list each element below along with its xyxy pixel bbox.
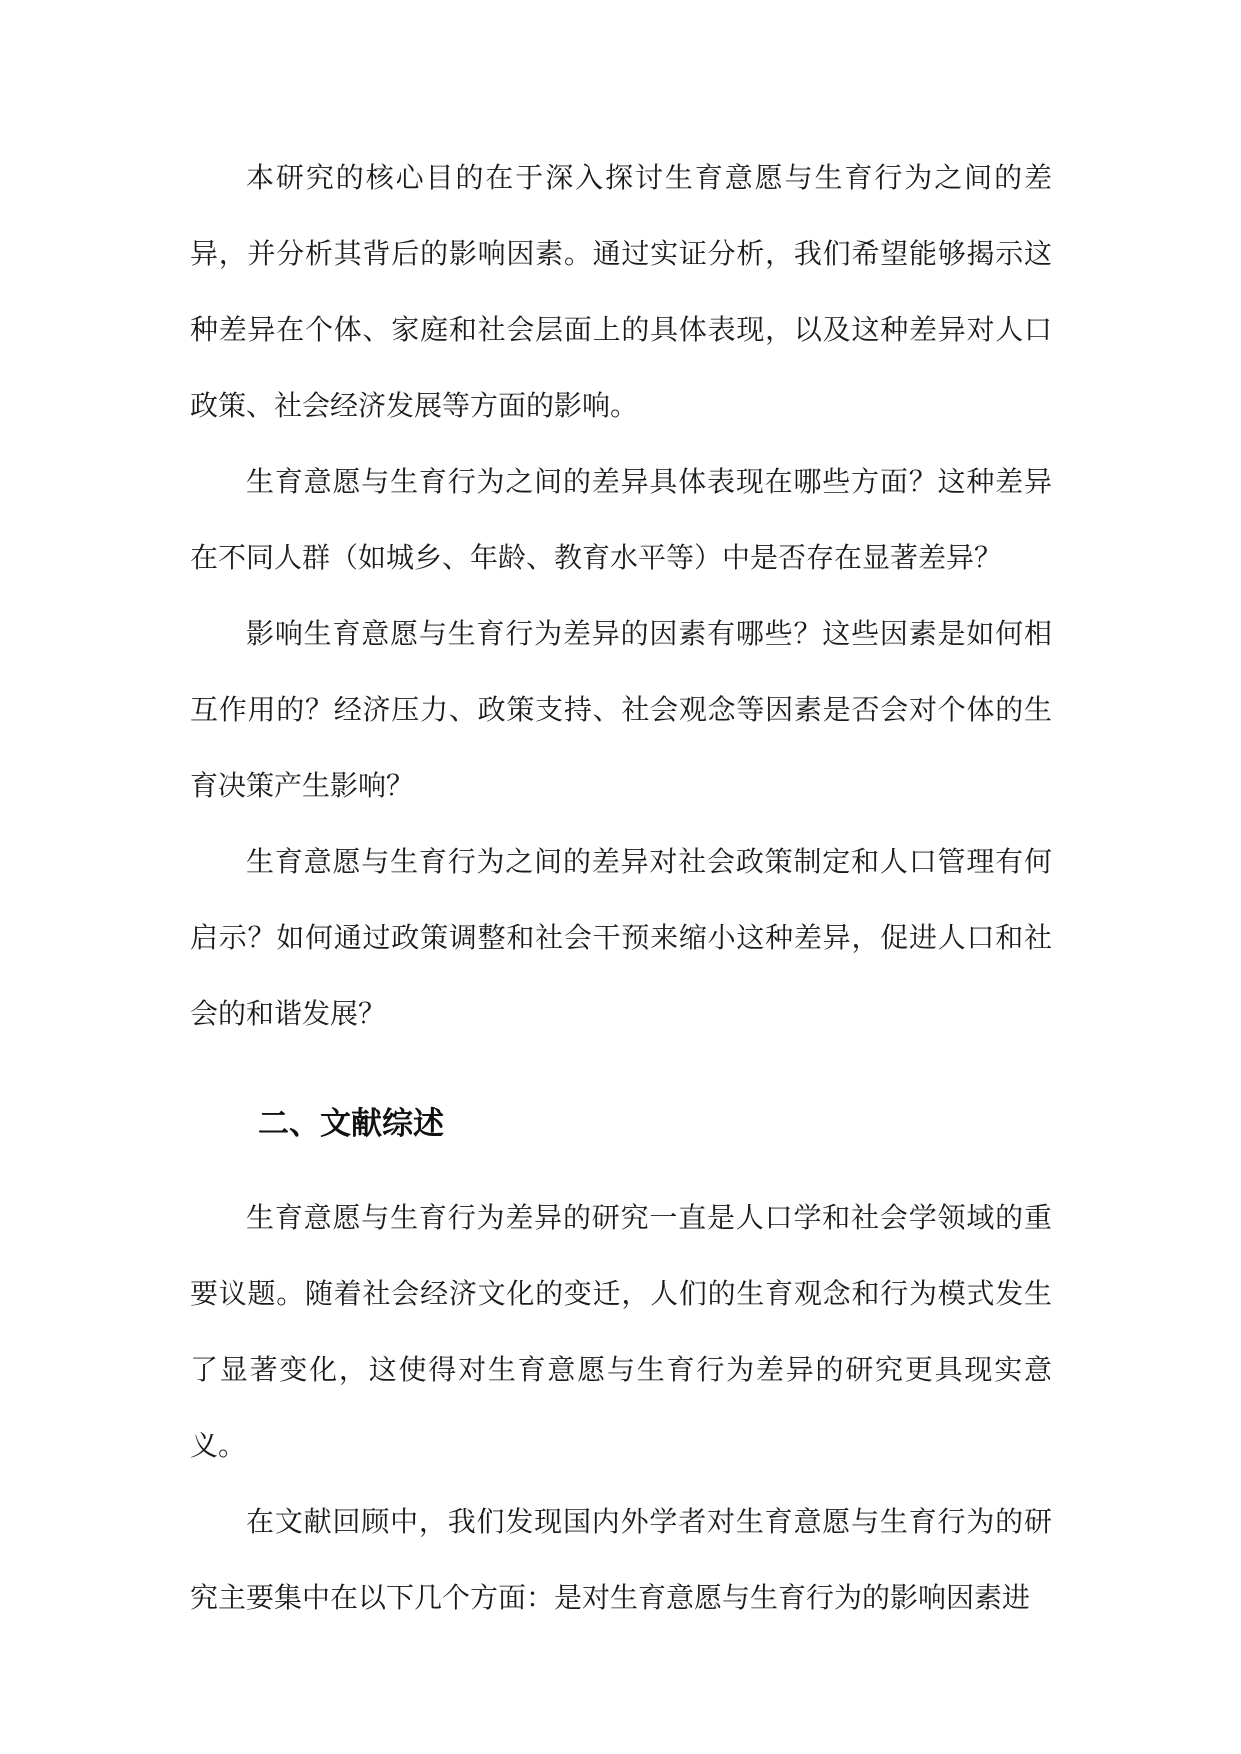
paragraph-question-implications: 生育意愿与生育行为之间的差异对社会政策制定和人口管理有何启示？如何通过政策调整和社会干预来缩小这种差异，促进人口和社会的和谐发展？ — [190, 845, 1052, 1030]
paragraph-literature-intro: 生育意愿与生育行为差异的研究一直是人口学和社会学领域的重要议题。随着社会经济文化的变迁，人们的生育观念和行为模式发生了显著变化，这使得对生育意愿与生育行为差异的研究更具现实意义。 — [190, 1201, 1052, 1462]
paragraph-research-purpose: 本研究的核心目的在于深入探讨生育意愿与生育行为之间的差异，并分析其背后的影响因素。通过实证分析，我们希望能够揭示这种差异在个体、家庭和社会层面上的具体表现，以及这种差异对人口政策、社会经济发展等方面的影响。 — [190, 161, 1052, 422]
section-heading-literature-review: 二、文献综述 — [258, 1106, 444, 1142]
document-body — [190, 140, 1052, 1636]
paragraph-literature-review: 在文献回顾中，我们发现国内外学者对生育意愿与生育行为的研究主要集中在以下几个方面：是对生育意愿与生育行为的影响因素进 — [190, 1505, 1052, 1614]
paragraph-question-factors: 影响生育意愿与生育行为差异的因素有哪些？这些因素是如何相互作用的？经济压力、政策支持、社会观念等因素是否会对个体的生育决策产生影响？ — [190, 617, 1052, 802]
paragraph-question-differences: 生育意愿与生育行为之间的差异具体表现在哪些方面？这种差异在不同人群（如城乡、年龄、教育水平等）中是否存在显著差异？ — [190, 465, 1052, 574]
